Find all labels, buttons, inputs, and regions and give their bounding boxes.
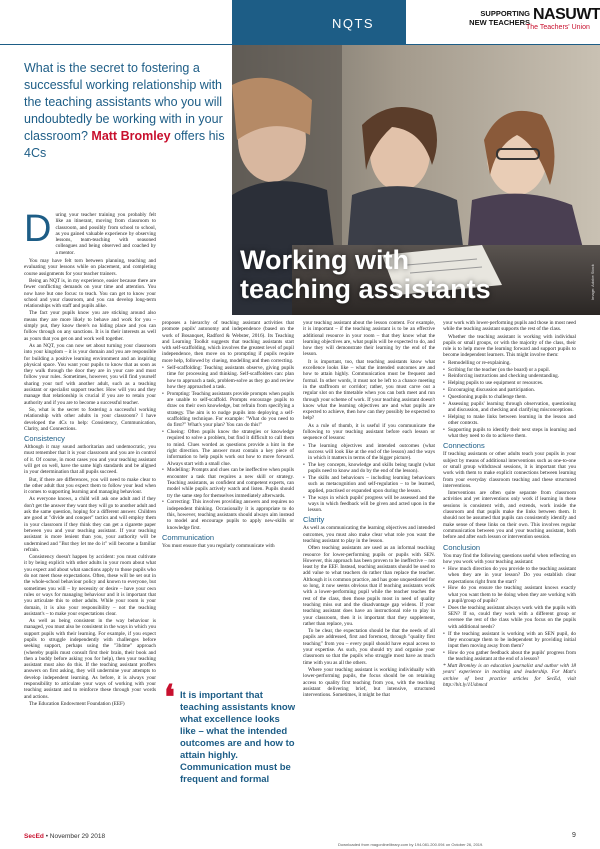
body-column-3 bbox=[303, 320, 435, 699]
nasuwt-tagline: The Teachers' Union bbox=[526, 24, 590, 31]
paragraph: Often teaching assistants are used as an informal teaching resource for lower-performing pupils or pupils with SEN. However, this approach has been proven to be ineffective – not least by the EEF. Instead, teaching assistants should be used to add value to what teachers do rather than replace the teacher. Although it is common practice, and has gone unquestioned for so long, it now seems obvious that if teaching assistants work with a lower-performing pupil while the teacher teaches the rest of the class, then those pupils most in need of quality teaching miss out and the disadvantage gap widens. If your teaching assistant does have an instructional role to play in your classroom, then it is important that they supplement, rather than replace, you. bbox=[303, 545, 435, 627]
article-headline bbox=[232, 246, 600, 304]
list-item: • Supporting pupils to identify their next steps in learning and what they need to do to achieve them. bbox=[443, 427, 576, 440]
list-item: • Helping to make links between learning in the lesson and other contexts. bbox=[443, 414, 576, 427]
subheading-conclusion: Conclusion bbox=[443, 542, 481, 552]
list-item: • Assessing pupils' learning through observation, questioning and discussion, and checking and clarifying misconceptions. bbox=[443, 401, 576, 414]
list-item: • Reinforcing instructions and checking understanding. bbox=[443, 373, 576, 379]
page-number: 9 bbox=[572, 832, 576, 839]
footer-brand-name: SecEd bbox=[24, 833, 44, 840]
supporting-line-2: NEW TEACHERS bbox=[469, 18, 530, 27]
list-item: • Encouraging discussion and participation. bbox=[443, 387, 576, 393]
paragraph: Whether the teaching assistant is working with individual pupils or small groups, or with the majority of the class, their role is to help move the learning forward and support pupils to become independent learners. This might involve them: bbox=[443, 333, 576, 359]
headline-line-2: teaching assistants bbox=[240, 274, 491, 304]
nasuwt-name: NASUWT bbox=[533, 6, 600, 23]
subheading-connections: Connections bbox=[443, 441, 485, 451]
footer-brand bbox=[24, 833, 105, 840]
paragraph: As well as communicating the learning objectives and intended outcomes, you must also make clear what role you want the teaching assistant to play in the lesson. bbox=[303, 525, 435, 544]
list-item: • The key concepts, knowledge and skills being taught (what pupils need to know and do by the end of the lesson). bbox=[303, 462, 435, 475]
list-item: • Correcting: This involves providing answers and requires no independent thinking. Occasionally it is appropriate to do this, however, teaching assistants should always aim instead to model and encourage pupils to apply new-skills or knowledge first. bbox=[162, 499, 294, 530]
author-note bbox=[443, 663, 576, 688]
list-item: • Scribing for the teacher (on the board) or a pupil. bbox=[443, 367, 576, 373]
role-list bbox=[443, 360, 576, 440]
headline-line-1: Working with bbox=[240, 245, 409, 275]
author-note-marker: * bbox=[443, 663, 448, 670]
list-item: • Remodelling or re-explaining. bbox=[443, 360, 576, 366]
list-item: • Self-scaffolding: Teaching assistants observe, giving pupils time for processing and thinking. Self-scaffolders can: plan how to approach a task, problem-solve as they go and review how they approached a task. bbox=[162, 365, 294, 390]
paragraph: Being an NQT is, in my experience, easier because there are fewer conflicting demands on your time and attention. You now have but one focus: to teach. You can get to know your school and your classroom, and you can develop long-term relationships with staff and pupils alike. bbox=[24, 277, 156, 310]
footer-date: • November 29 2018 bbox=[45, 833, 106, 840]
paragraph: The fact your pupils know you are sticking around also means they are more likely to behave and work for you – simply put, they know there's no hiding place and you can follow through on any sanctions. It is in their interests as well as yours that you get on and work well together. bbox=[24, 310, 156, 342]
subheading-clarity: Clarity bbox=[303, 515, 325, 525]
supporting-line-1: SUPPORTING bbox=[480, 9, 530, 18]
list-item: • Modelling: Prompts and clues can be ineffective when pupils encounter a task that requires a new skill or strategy. Teaching assistants, as confident and competent experts, can model while pupils actively watch and listen. Pupils should try the same step for themselves immediately afterwards. bbox=[162, 467, 294, 498]
paragraph: It is important, too, that teaching assistants know what excellence looks like – what the intended outcomes are and how to attain highly. Communication must be frequent and formal. In other words, it must not be left to a chance meeting in the staffroom or corridor; rather, you must carve out a regular slot on the timetable when you can both meet and run through your scheme of work. If your teaching assistant doesn't know what the learning objectives are and what pupils are expected to achieve, then how can they possibly be expected to help? bbox=[303, 358, 435, 422]
nasuwt-logo bbox=[526, 6, 600, 32]
paragraph: You may have felt torn between planning, teaching and evaluating your lessons while on placement, and completing course assignments for your teacher trainers. bbox=[24, 258, 156, 277]
section-label: NQTS bbox=[331, 16, 375, 31]
paragraph: As an NQT, you can now set about turning your classroom into your kingdom – it is your domain and you are responsible for building a positive learning environment and an inspiring physical space. You want your pupils to know that as soon as they walk through the door they are in your care and must follow your rules. Sometimes, however, you will find yourself sharing your turf with another adult, such as a teaching assistant or specialist support teacher. How will you and they manage that relationship is crucial if you are to retain your authority and if you are to become a successful teacher. bbox=[24, 342, 156, 406]
paragraph: You may find the following questions useful when reflecting on how you work with your teaching assistant: bbox=[443, 552, 576, 565]
paragraph: The Education Endowment Foundation (EEF) bbox=[29, 700, 125, 707]
list-item: • How do you gather feedback about the pupils' progress from the teaching assistant at the end of a lesson? bbox=[443, 650, 576, 663]
intro-paragraph bbox=[24, 208, 156, 257]
paragraph: So, what is the secret to fostering a successful working relationship with other adults in your classroom? I have developed the 4Cs to help: Consistency, Communication, Clarity, and Connections. bbox=[24, 406, 156, 432]
list-item: • The skills and behaviours – including learning behaviours such as metacognition and self-regulation – to be learned, applied, practised or expanded upon during the lesson. bbox=[303, 475, 435, 494]
supporting-new-teachers bbox=[455, 9, 530, 27]
body-column-1 bbox=[24, 208, 156, 708]
list-item: • The ways in which pupils' progress will be assessed and the ways in which feedback will be given and acted upon in the lesson. bbox=[303, 495, 435, 514]
paragraph: Although it may sound authoritarian and undemocratic, you must remember that it is your classroom and you are in control of it. Of course, in most cases you and your teaching assistant will get on well, have the same high standards and be aligned in your determination that all pupils succeed. bbox=[24, 444, 156, 476]
pull-quote bbox=[164, 680, 296, 786]
reflection-questions-list bbox=[443, 566, 576, 662]
list-item: • The learning objectives and intended outcomes (what success will look like at the end of the lesson) and the ways in which it matters in terms of the bigger picture). bbox=[303, 443, 435, 462]
paragraph: your teaching assistant about the lesson content. For example, it is important – if the teaching assistant is to be an effective additional resource in your room – that they know what the learning objectives are, what pupils will be expected to do, and how they will demonstrate their learning by the end of the lesson. bbox=[303, 320, 435, 358]
list-item: • Clueing: Often pupils know the strategies or knowledge required to solve a problem, but find it difficult to call them to mind. Clues worded as questions provide a hint in the right direction. The answer must contain a key piece of information to help pupils work out how to move forward. Always start with a small clue. bbox=[162, 429, 294, 467]
paragraph: You must ensure that you regularly communicate with bbox=[162, 542, 275, 549]
paragraph: Where your teaching assistant is working individually with lower-performing pupils, the focus should be on retaining access to quality first teaching from you, with the teaching assistant delivering brief, but intensive, structured interventions. Sometimes, it might be that bbox=[303, 666, 435, 699]
paragraph: As well as being consistent in the way behaviour is managed, you must also be consistent in the ways in which you support pupils with their learning. For example, if you expect pupils to struggle independently with challenges before seeking support, perhaps using the "3b4me" approach (whereby pupils must consult first their brain, their book and then a buddy before asking you for help), then your teaching assistant must also do this. If the teaching assistant proffers answers on first asking, they will undermine your attempts to develop independent learning. As before, it is always your responsibility to articulate your ways of working with your teaching assistant and to reinforce these through your words and actions. bbox=[24, 618, 156, 700]
communication-list bbox=[303, 443, 435, 514]
intro-text: uring your teacher training you probably felt like an itinerant, moving from classroom to classroom, and possibly from school to school, as you gained valuable experience by observing lessons, team-teaching with seasoned colleagues and being observed and coached by a mentor. bbox=[55, 212, 156, 256]
body-column-4 bbox=[443, 320, 576, 689]
body-column-2 bbox=[162, 320, 294, 550]
list-item: • Helping pupils to use equipment or resources. bbox=[443, 380, 576, 386]
list-item: • Does the teaching assistant always work with the pupils with SEN? If so, could they work with a different group or oversee the rest of the class while you focus on the pupils with additional needs? bbox=[443, 605, 576, 630]
list-item: • If the teaching assistant is working with an SEN pupil, do they encourage them to be independent by providing initial input then moving away from them? bbox=[443, 631, 576, 650]
photo-credit: Image: Adobe Stock bbox=[590, 264, 595, 300]
standfirst-text: What is the secret to fostering a successful working relationship with the teaching assistants who you will undoubtedly be working with in your classroom? bbox=[24, 61, 223, 143]
download-notice: Downloaded from magonlinelibrary.com by 194.081.200.094 on October 26, 2019. bbox=[338, 842, 484, 847]
paragraph: Consistency doesn't happen by accident: you must cultivate it by being explicit with other adults in your room about what you expect and about what sanctions apply to those pupils who do not meet those expectations. Often, these will be set out in the whole-school behaviour policy and known to everyone, but sometimes you will – by necessity or desire – have your own rules or ways for managing behaviour and it is important that you articulate this to other adults. While your room is your domain, it is also your responsibility – not the teaching assistant's – to make your expectations clear. bbox=[24, 554, 156, 617]
pull-quote-text: It is important that teaching assistants know what excellence looks like – what the intended outcomes are and how to attain highly. Communication must be frequent and formal bbox=[180, 690, 296, 785]
paragraph: If teaching assistants or other adults teach your pupils in your subject by means of additional interventions such as one-to-one or small group withdrawal sessions, it is important that you work with them to make explicit connections between learning from your everyday classroom teaching and these structured interventions. bbox=[443, 451, 576, 489]
paragraph: But, if there are differences, you will need to make clear to the other adult that you expect them to follow your lead when it comes to supporting learning and managing behaviour. bbox=[24, 476, 156, 496]
list-item: • How much direction do you provide to the teaching assistant when they are in your lesson? Do you establish clear expectations right from the start? bbox=[443, 566, 576, 585]
list-item: • Questioning pupils to challenge them. bbox=[443, 394, 576, 400]
hierarchy-list bbox=[162, 365, 294, 531]
paragraph: Interventions are often quite separate from classroom activities and yet interventions only work if learning in these sessions is consistent with, and extends, work inside the classroom and that pupils make the links between them. It should not be assumed that pupils can consistently identify and make sense of these links on their own. This involves regular communication between you and your teaching assistant, both before and after each lesson or intervention session. bbox=[443, 490, 576, 541]
paragraph: As a rule of thumb, it is useful if you communicate the following to your teaching assistant before each lesson or sequence of lessons: bbox=[303, 422, 435, 442]
paragraph: proposes a hierarchy of teaching assistant activities that promote pupils' autonomy and independence (based on the work of Bosanquet, Radford & Webster, 2016). Its Teaching and Learning Toolkit suggests that teaching assistants start with self-scaffolding, which involves the greatest level of pupil independence, then move on to prompting if pupils require more help, followed by clueing, modelling and then correcting. bbox=[162, 320, 294, 364]
paragraph: To be clear, the expectation should be that the needs of all pupils are addressed, first and foremost, through "quality first teaching" from you – every pupil should have equal access to your expertise. As such, you should try and organise your classroom so that the pupils who struggle most have as much time with you as all the others. bbox=[303, 628, 435, 666]
paragraph: As everyone knows, a child will ask one adult and if they don't get the answer they want they will go to another adult and ask the same question, hoping for a different answer. Children are good at "divide and conquer" tactics and will employ them in your classroom if they think they can get a cigarette paper between you and your teaching assistant. If your teaching assistant is more lenient than you, your authority will be undermined and "But they let me do it" will become a familiar refrain. bbox=[24, 496, 156, 553]
author-note-text: Matt Bromley is an education journalist and author with 18 years' experience in teaching and leadership. For Matt's archive of best practice articles for SecEd, visit http://bit.ly/1Ushmcd bbox=[443, 663, 577, 688]
standfirst-tail: offers his 4Cs bbox=[24, 129, 225, 160]
list-item: • How do you ensure the teaching assistant knows exactly what you want them to be doing when they are working with a pupil/group of pupils? bbox=[443, 585, 576, 604]
paragraph: your work with lower-performing pupils and those in most need while the teaching assistant supports the rest of the class. bbox=[443, 320, 576, 333]
list-item: • Prompting: Teaching assistants provide prompts when pupils are unable to self-scaffold. Prompts encourage pupils to draw on their own knowledge, but refrain from specifying a strategy. The aim is to nudge pupils into deploying a self-scaffolding technique. For example: "What do you need to do first?" What's your plan? You can do this!" bbox=[162, 391, 294, 429]
subheading-communication: Communication bbox=[162, 532, 215, 542]
drop-cap: D bbox=[24, 208, 52, 250]
quote-mark-icon: ❛ bbox=[164, 680, 175, 717]
subheading-consistency: Consistency bbox=[24, 434, 65, 444]
standfirst bbox=[24, 60, 234, 162]
author-byline: Matt Bromley bbox=[91, 129, 171, 143]
